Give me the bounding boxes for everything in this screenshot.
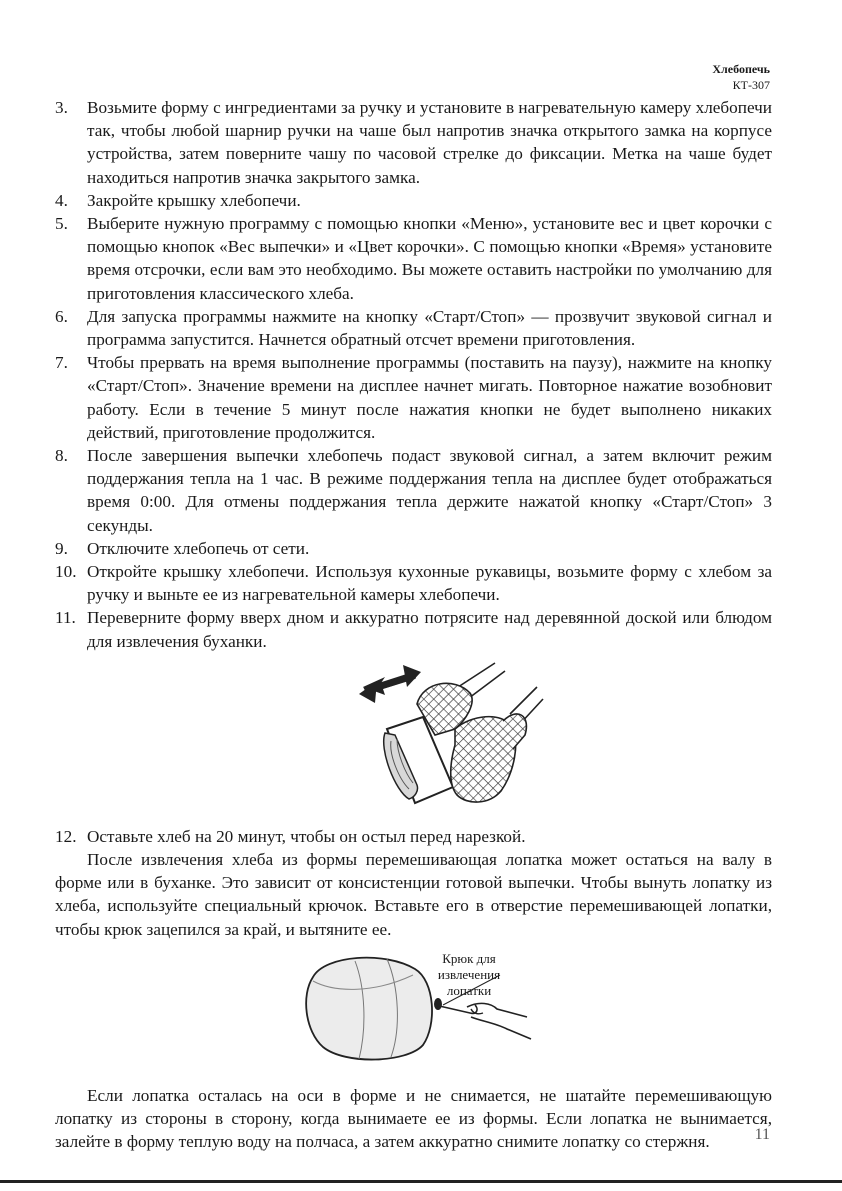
figure-hook-removal — [55, 947, 772, 1072]
step-text: После завершения выпечки хлебопечь подаст звуковой сигнал, а затем включит режим поддержания тепла на 1 час. В режиме поддержания тепла на дисплее будет отображаться время 0:00. Для отмены поддержания тепла держите нажатой кнопку «Старт/Стоп» 3 секунды. — [87, 446, 772, 535]
step-item — [55, 305, 772, 351]
page-number: 11 — [754, 1126, 770, 1143]
paragraph-paddle-stuck: Если лопатка осталась на оси в форме и не снимается, не шатайте перемешивающую лопатку из стороны в сторону, когда вынимаете ее из формы. Если лопатка не вынимается, залейте в форму теплую воду на полчаса, а затем аккуратно снимите лопатку со стержня. — [55, 1085, 772, 1152]
header-model: КТ-307 — [732, 78, 770, 92]
step-text: Для запуска программы нажмите на кнопку «Старт/Стоп» — прозвучит звуковой сигнал и программа запустится. Начнется обратный отсчет времени приготовления. — [87, 306, 772, 350]
page-body — [55, 96, 772, 1154]
step-text: Возьмите форму с ингредиентами за ручку и установите в нагревательную камеру хлебопечи так, чтобы любой шарнир ручки на чаше был напротив значка открытого замка на корпусе устройства, затем поверните чашу по часовой стрелке до фиксации. Метка на чаше будет находиться напротив значка закрытого замка. — [87, 98, 772, 187]
step-number: 4. — [55, 190, 68, 210]
step-number: 5. — [55, 214, 68, 234]
step-text: Закройте крышку хлебопечи. — [87, 190, 301, 210]
step-number: 7. — [55, 353, 68, 373]
step-item — [55, 560, 772, 606]
hook-label: Крюк для извлечения лопатки — [437, 950, 501, 998]
step-number: 8. — [55, 446, 68, 466]
step-text: Оставьте хлеб на 20 минут, чтобы он остыл перед нарезкой. — [87, 826, 526, 846]
step-text: Чтобы прервать на время выполнение программы (поставить на паузу), нажмите на кнопку «Старт/Стоп». Значение времени на дисплее начнет мигать. Повторное нажатие возобновит работу. Если в течение 5 минут после нажатия кнопки не будет выполнено никаких действий, приготовление продолжится. — [87, 353, 772, 442]
steps-list-continued — [55, 825, 772, 848]
step-number: 3. — [55, 98, 68, 117]
step-number: 11. — [55, 608, 76, 628]
step-item — [55, 444, 772, 537]
step-number: 12. — [55, 826, 77, 846]
step-number: 6. — [55, 306, 68, 326]
step-item — [55, 189, 772, 212]
step-text: Выберите нужную программу с помощью кнопки «Меню», установите вес и цвет корочки с помощью кнопок «Вес выпечки» и «Цвет корочки». С помощью кнопки «Время» установите время отсрочки, если вам это необходимо. Вы можете оставить настройки по умолчанию для приготовления классического хлеба. — [87, 214, 772, 303]
bottom-rule — [0, 1180, 842, 1183]
step-item — [55, 606, 772, 652]
step-item — [55, 351, 772, 444]
step-number: 10. — [55, 562, 77, 582]
running-header — [712, 61, 770, 93]
shaking-pan-illustration — [305, 659, 545, 824]
step-text: Отключите хлебопечь от сети. — [87, 538, 310, 558]
step-number: 9. — [55, 538, 68, 558]
paragraph-hook-instructions: После извлечения хлеба из формы перемешивающая лопатка может остаться на валу в форме или в буханке. Это зависит от консистенции готовой выпечки. Чтобы вынуть лопатку из хлеба, используйте специальный крючок. Вставьте его в отверстие перемешивающей лопатки, чтобы крюк зацепился за край, и вытяните ее. — [55, 850, 772, 939]
steps-list — [55, 96, 772, 653]
step-item — [55, 96, 772, 189]
header-title: Хлебопечь — [712, 62, 770, 76]
step-text: Переверните форму вверх дном и аккуратно потрясите над деревянной доской или блюдом для извлечения буханки. — [87, 608, 772, 651]
step-item — [55, 537, 772, 560]
step-text: Откройте крышку хлебопечи. Используя кухонные рукавицы, возьмите форму с хлебом за ручку и выньте ее из нагревательной камеры хлебопечи. — [87, 562, 772, 605]
step-item — [55, 825, 772, 848]
step-item — [55, 212, 772, 305]
figure-shaking-pan — [55, 659, 772, 824]
